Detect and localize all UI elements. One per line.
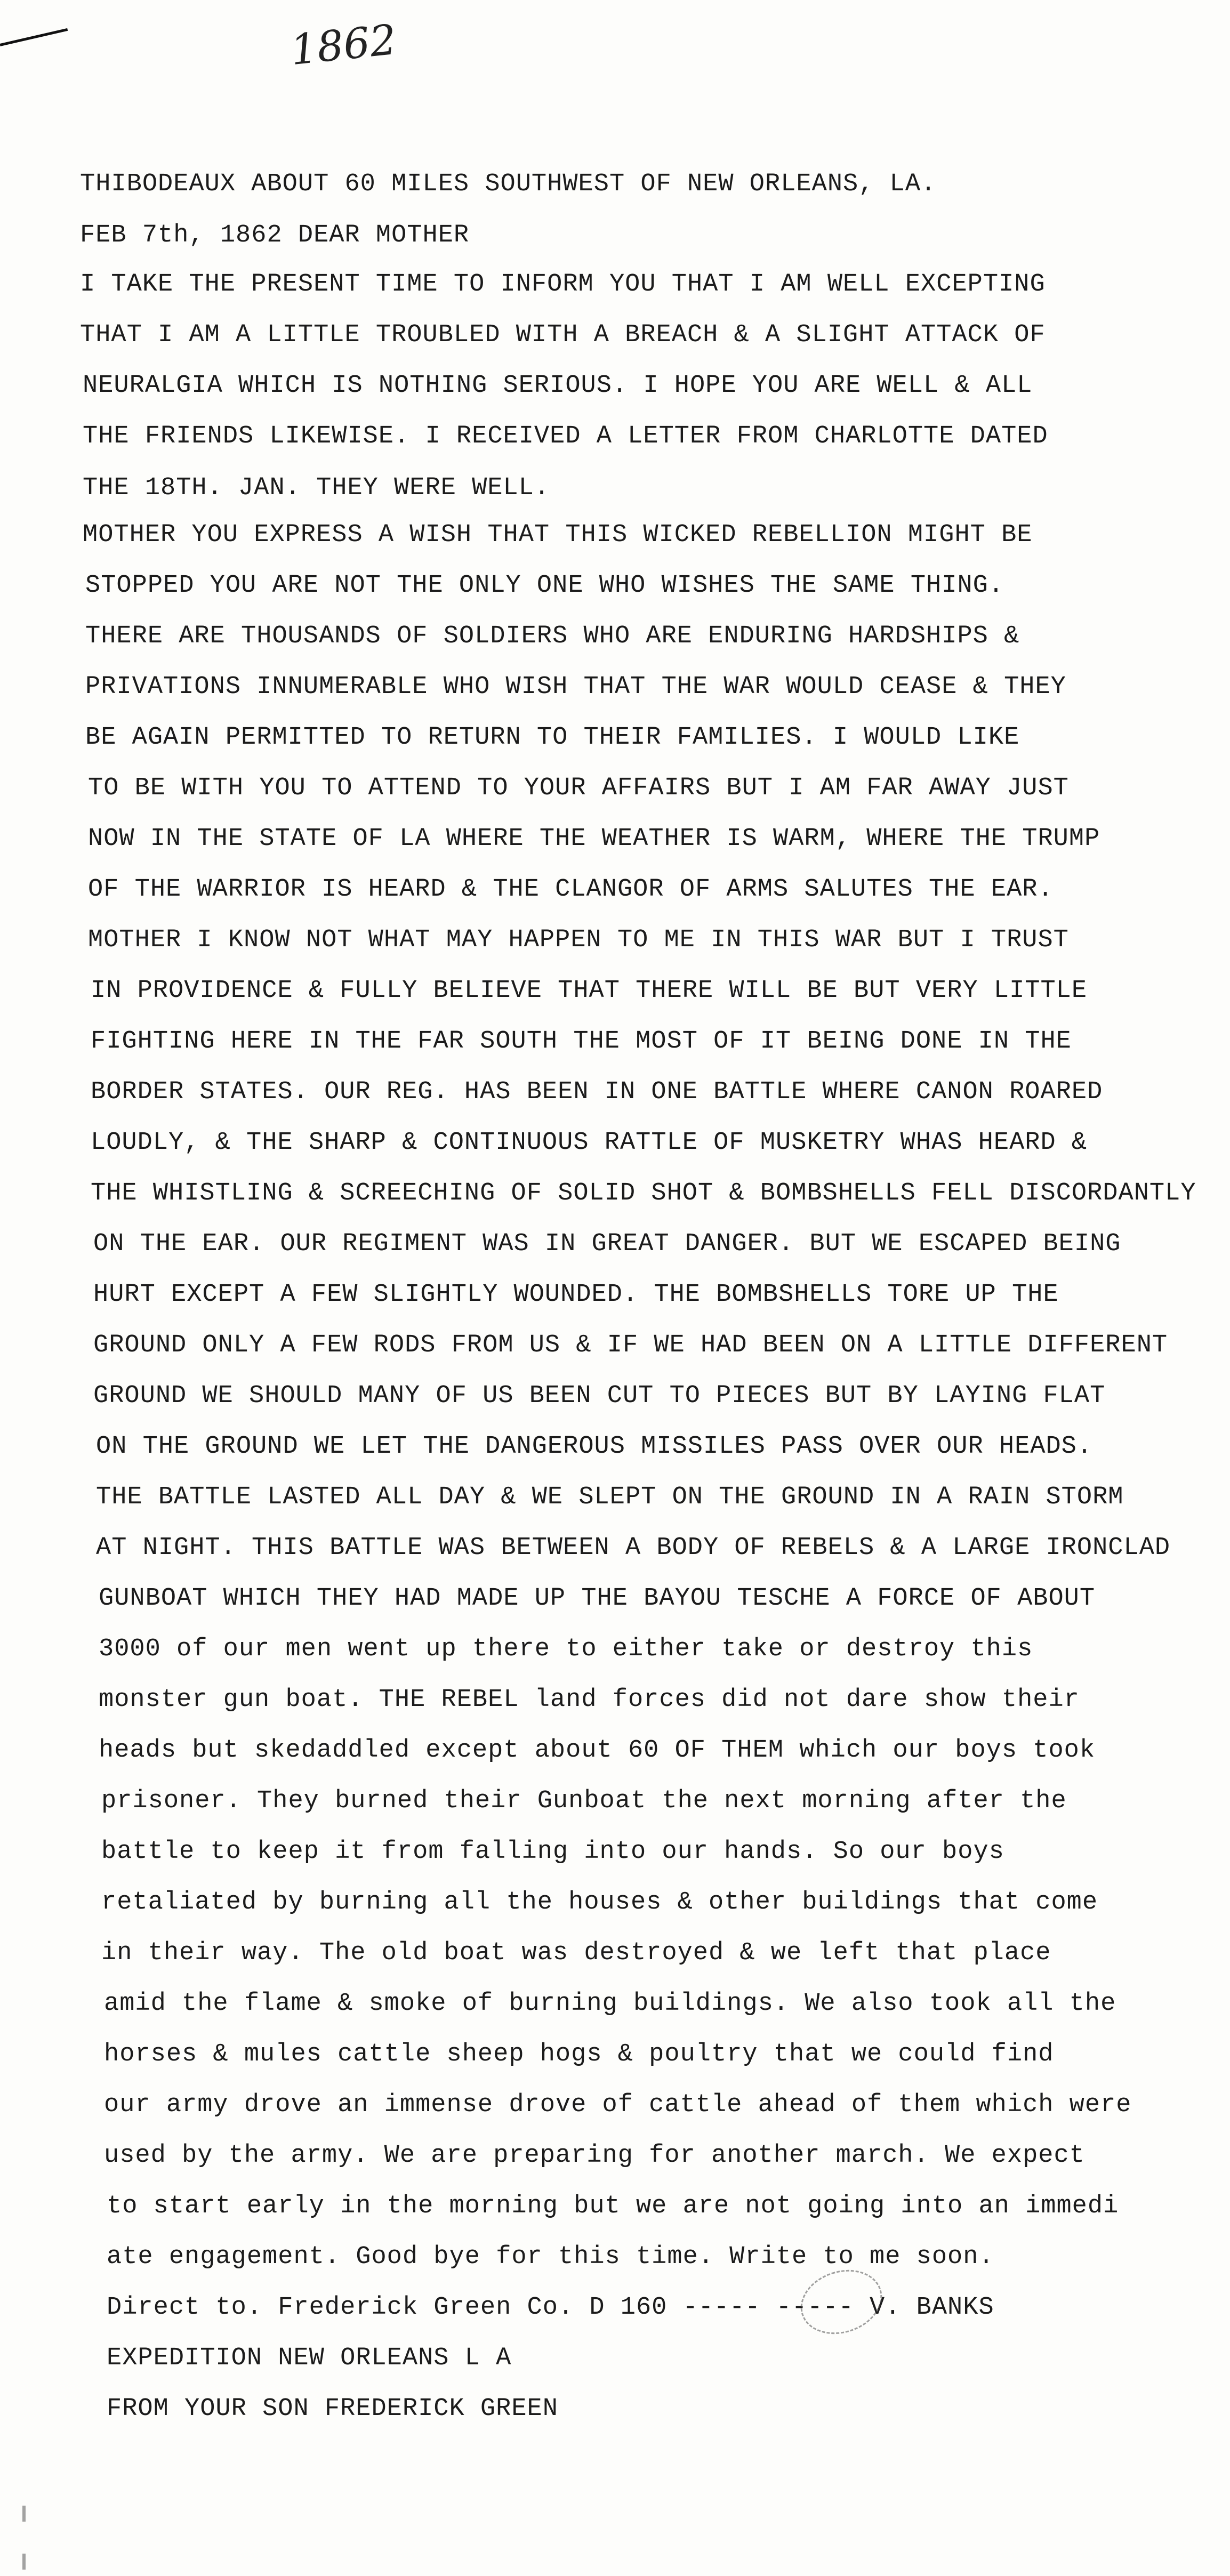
letter-line: our army drove an immense drove of cattle ahead of them which were — [104, 2091, 1132, 2119]
letter-line: heads but skedaddled except about 60 OF THEM which our boys took — [99, 1736, 1096, 1765]
letter-line: NEURALGIA WHICH IS NOTHING SERIOUS. I HOPE YOU ARE WELL & ALL — [83, 372, 1033, 400]
letter-line: HURT EXCEPT A FEW SLIGHTLY WOUNDED. THE BOMBSHELLS TORE UP THE — [93, 1281, 1059, 1309]
letter-line: STOPPED YOU ARE NOT THE ONLY ONE WHO WISHES THE SAME THING. — [85, 571, 1004, 600]
letter-line: 3000 of our men went up there to either take or destroy this — [99, 1635, 1033, 1663]
letter-line: LOUDLY, & THE SHARP & CONTINUOUS RATTLE OF MUSKETRY WHAS HEARD & — [91, 1129, 1088, 1157]
margin-mark — [22, 2506, 26, 2522]
margin-mark — [22, 2554, 26, 2570]
letter-line: FEB 7th, 1862 DEAR MOTHER — [80, 221, 470, 249]
letter-line: THE WHISTLING & SCREECHING OF SOLID SHOT & BOMBSHELLS FELL DISCORDANTLY — [91, 1179, 1196, 1207]
letter-line: battle to keep it from falling into our hands. So our boys — [101, 1838, 1004, 1866]
letter-line: THAT I AM A LITTLE TROUBLED WITH A BREACH & A SLIGHT ATTACK OF — [80, 321, 1046, 349]
letter-line: ON THE EAR. OUR REGIMENT WAS IN GREAT DANGER. BUT WE ESCAPED BEING — [93, 1230, 1121, 1258]
letter-line: AT NIGHT. THIS BATTLE WAS BETWEEN A BODY OF REBELS & A LARGE IRONCLAD — [96, 1534, 1171, 1562]
pen-stroke-mark — [0, 28, 68, 46]
letter-line: THIBODEAUX ABOUT 60 MILES SOUTHWEST OF NEW ORLEANS, LA. — [80, 170, 937, 198]
letter-line: used by the army. We are preparing for another march. We expect — [104, 2142, 1085, 2170]
letter-line: GROUND ONLY A FEW RODS FROM US & IF WE HAD BEEN ON A LITTLE DIFFERENT — [93, 1331, 1168, 1359]
letter-line: IN PROVIDENCE & FULLY BELIEVE THAT THERE WILL BE BUT VERY LITTLE — [91, 977, 1088, 1005]
letter-line: THERE ARE THOUSANDS OF SOLDIERS WHO ARE ENDURING HARDSHIPS & — [85, 622, 1020, 650]
letter-line: THE 18TH. JAN. THEY WERE WELL. — [83, 474, 550, 502]
letter-line: ON THE GROUND WE LET THE DANGEROUS MISSILES PASS OVER OUR HEADS. — [96, 1432, 1093, 1461]
letter-line: in their way. The old boat was destroyed & we left that place — [101, 1939, 1051, 1967]
letter-line: Direct to. Frederick Green Co. D 160 ----- ----- V. BANKS — [107, 2293, 994, 2322]
handwritten-year-annotation: 1862 — [288, 15, 399, 75]
letter-line: to start early in the morning but we are not going into an immedi — [107, 2192, 1119, 2220]
letter-line: BORDER STATES. OUR REG. HAS BEEN IN ONE BATTLE WHERE CANON ROARED — [91, 1078, 1103, 1106]
letter-line: amid the flame & smoke of burning buildings. We also took all the — [104, 1990, 1116, 2018]
letter-line: FROM YOUR SON FREDERICK GREEN — [107, 2395, 558, 2423]
letter-line: TO BE WITH YOU TO ATTEND TO YOUR AFFAIRS BUT I AM FAR AWAY JUST — [88, 774, 1069, 802]
letter-line: THE FRIENDS LIKEWISE. I RECEIVED A LETTER FROM CHARLOTTE DATED — [83, 422, 1048, 450]
letter-line: prisoner. They burned their Gunboat the next morning after the — [101, 1787, 1067, 1815]
letter-line: NOW IN THE STATE OF LA WHERE THE WEATHER IS WARM, WHERE THE TRUMP — [88, 825, 1100, 853]
letter-line: PRIVATIONS INNUMERABLE WHO WISH THAT THE WAR WOULD CEASE & THEY — [85, 673, 1066, 701]
letter-line: GUNBOAT WHICH THEY HAD MADE UP THE BAYOU TESCHE A FORCE OF ABOUT — [99, 1584, 1096, 1613]
letter-line: ate engagement. Good bye for this time. Write to me soon. — [107, 2243, 994, 2271]
letter-line: I TAKE THE PRESENT TIME TO INFORM YOU THAT I AM WELL EXCEPTING — [80, 270, 1046, 299]
letter-line: monster gun boat. THE REBEL land forces did not dare show their — [99, 1686, 1080, 1714]
letter-line: FIGHTING HERE IN THE FAR SOUTH THE MOST OF IT BEING DONE IN THE — [91, 1027, 1072, 1056]
letter-line: GROUND WE SHOULD MANY OF US BEEN CUT TO PIECES BUT BY LAYING FLAT — [93, 1382, 1106, 1410]
ink-smudge-mark — [792, 2260, 890, 2345]
letter-line: BE AGAIN PERMITTED TO RETURN TO THEIR FAMILIES. I WOULD LIKE — [85, 723, 1020, 752]
letter-line: horses & mules cattle sheep hogs & poultry that we could find — [104, 2040, 1054, 2068]
letter-line: OF THE WARRIOR IS HEARD & THE CLANGOR OF ARMS SALUTES THE EAR. — [88, 875, 1054, 904]
letter-line: EXPEDITION NEW ORLEANS L A — [107, 2344, 512, 2372]
letter-line: retaliated by burning all the houses & other buildings that come — [101, 1888, 1098, 1917]
letter-line: THE BATTLE LASTED ALL DAY & WE SLEPT ON THE GROUND IN A RAIN STORM — [96, 1483, 1124, 1511]
letter-line: MOTHER YOU EXPRESS A WISH THAT THIS WICKED REBELLION MIGHT BE — [83, 521, 1033, 549]
letter-line: MOTHER I KNOW NOT WHAT MAY HAPPEN TO ME IN THIS WAR BUT I TRUST — [88, 926, 1069, 954]
